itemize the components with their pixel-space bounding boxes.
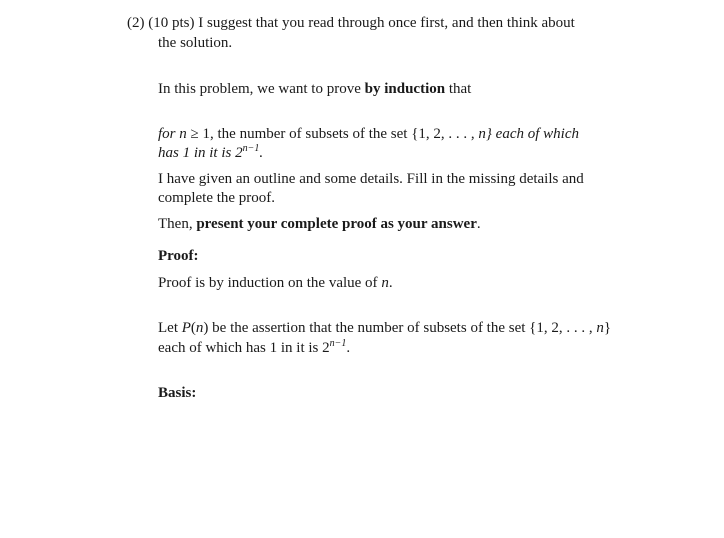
statement-text: for [158, 126, 180, 142]
math-var-n: n [195, 320, 204, 336]
basis-heading [158, 383, 196, 403]
then-paragraph [158, 214, 481, 234]
intro-bold-phrase: by induction [364, 81, 446, 97]
let-paren-open: ( [190, 320, 196, 336]
math-var-P: P [181, 320, 191, 336]
statement-text-end: } each of which [485, 126, 579, 142]
math-exponent: n−1 [242, 143, 260, 154]
problem-text: (2) (10 pts) I suggest that you read through once first, and then think about [127, 15, 575, 31]
statement-text: has 1 in it is 2 [158, 145, 243, 161]
math-var-n: n [179, 126, 187, 142]
statement-line-2 [158, 143, 263, 163]
let-text-cont: each of which has 1 in it is 2 [158, 340, 330, 356]
outline-line-1 [158, 169, 584, 189]
proof-by-paragraph [158, 273, 393, 293]
intro-text: In this problem, we want to prove [158, 81, 365, 97]
let-brace-close: } [603, 320, 612, 336]
math-var-n: n [478, 126, 486, 142]
problem-line-2 [158, 33, 232, 53]
intro-paragraph [158, 79, 471, 99]
let-line-2 [158, 338, 350, 358]
math-var-n: n [381, 275, 389, 291]
problem-line-1 [127, 13, 575, 33]
proof-heading [158, 246, 199, 266]
basis-heading-text: Basis: [158, 385, 197, 401]
outline-text: I have given an outline and some details. Fill in the missing details and [158, 171, 584, 187]
outline-line-2 [158, 188, 275, 208]
problem-text-cont: the solution. [158, 35, 233, 51]
let-text: Let [158, 320, 182, 336]
then-text: Then, [158, 216, 197, 232]
proof-heading-text: Proof: [158, 248, 199, 264]
statement-period: . [259, 145, 264, 161]
proof-by-period: . [388, 275, 393, 291]
then-bold-phrase: present your complete proof as your answer [196, 216, 477, 232]
outline-text-cont: complete the proof. [158, 190, 276, 206]
let-line-1 [158, 318, 611, 338]
proof-by-text: Proof is by induction on the value of [158, 275, 382, 291]
then-period: . [476, 216, 481, 232]
intro-text-end: that [445, 81, 472, 97]
math-var-n: n [596, 320, 604, 336]
statement-line-1 [158, 124, 579, 144]
math-exponent: n−1 [329, 338, 347, 349]
let-period: . [346, 340, 351, 356]
let-text-mid: ) be the assertion that the number of subsets of the set {1, 2, . . . , [203, 320, 597, 336]
statement-set: ≥ 1, the number of subsets of the set {1, 2, . . . , [186, 126, 479, 142]
